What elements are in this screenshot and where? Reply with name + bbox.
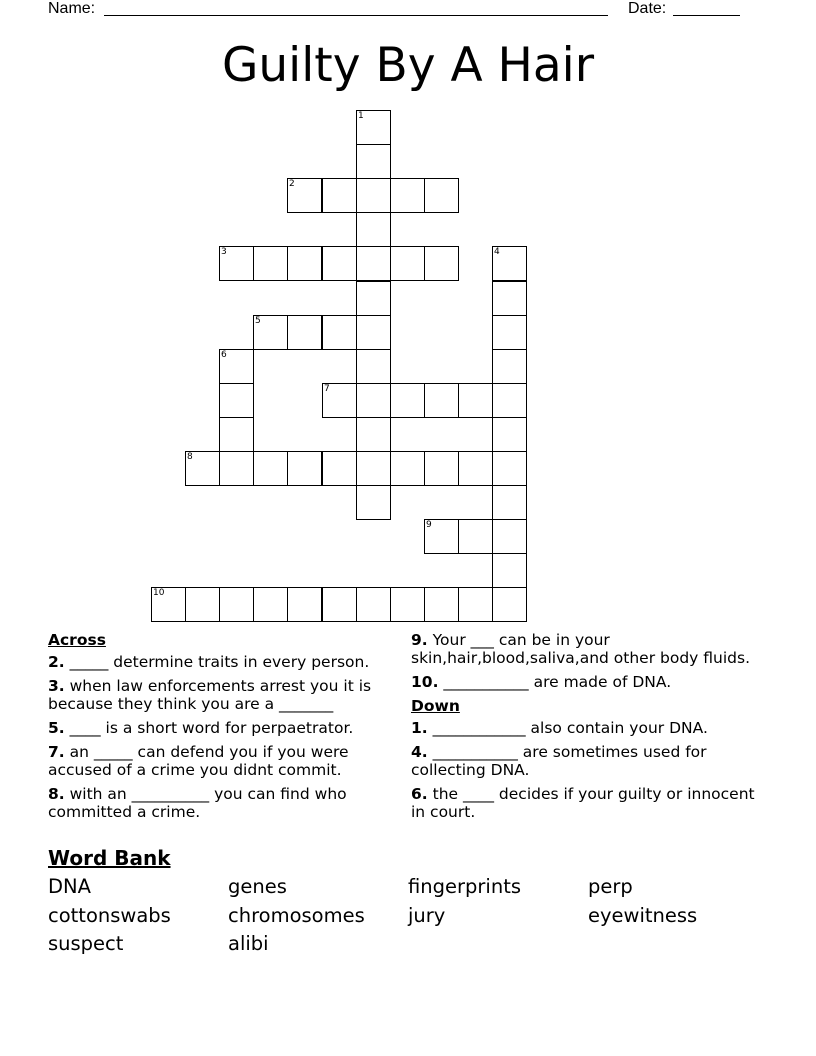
grid-cell[interactable]: [390, 383, 425, 418]
grid-cell[interactable]: [219, 451, 254, 486]
grid-cell[interactable]: [356, 417, 391, 452]
clue-number: 3: [221, 247, 227, 257]
grid-cell[interactable]: [356, 110, 391, 145]
grid-cell[interactable]: [322, 587, 357, 622]
page-title: Guilty By A Hair: [221, 38, 595, 93]
clue-number: 7: [324, 384, 330, 394]
grid-cell[interactable]: [356, 349, 391, 384]
grid-cell[interactable]: [322, 451, 357, 486]
grid-cell[interactable]: [185, 451, 220, 486]
clue-number: 1: [358, 111, 364, 121]
grid-cell[interactable]: [253, 451, 288, 486]
grid-cell[interactable]: [492, 383, 527, 418]
grid-cell[interactable]: [492, 519, 527, 554]
clue-down-4: 4. ___________ are sometimes used for collecting DNA.: [411, 743, 707, 779]
grid-cell[interactable]: [390, 178, 425, 213]
grid-cell[interactable]: [219, 246, 254, 281]
clue-across-10: 10. ___________ are made of DNA.: [411, 673, 672, 691]
grid-cell[interactable]: [287, 315, 322, 350]
grid-cell[interactable]: [322, 178, 357, 213]
grid-cell[interactable]: [424, 451, 459, 486]
clue-across-3: 3. when law enforcements arrest you it is because they think you are a _______: [48, 677, 372, 713]
grid-cell[interactable]: [492, 349, 527, 384]
clue-number: 2: [289, 179, 295, 189]
grid-cell[interactable]: [458, 587, 493, 622]
clue-across-5: 5. ____ is a short word for perpaetrator.: [48, 719, 354, 737]
grid-cell[interactable]: [253, 587, 288, 622]
grid-cell[interactable]: [424, 519, 459, 554]
clue-number: 10: [153, 588, 165, 598]
word-bank-item: genes: [228, 875, 287, 898]
grid-cell[interactable]: [219, 587, 254, 622]
grid-cell[interactable]: [151, 587, 186, 622]
grid-cell[interactable]: [356, 451, 391, 486]
grid-cell[interactable]: [287, 178, 322, 213]
grid-cell[interactable]: [492, 587, 527, 622]
grid-cell[interactable]: [219, 349, 254, 384]
word-bank-item: fingerprints: [408, 875, 522, 898]
grid-cell[interactable]: [219, 383, 254, 418]
word-bank-title: Word Bank: [48, 846, 171, 870]
clue-number: 5: [255, 316, 261, 326]
grid-cell[interactable]: [356, 485, 391, 520]
word-bank-item: chromosomes: [228, 904, 365, 927]
grid-cell[interactable]: [219, 417, 254, 452]
grid-cell[interactable]: [492, 485, 527, 520]
grid-cell[interactable]: [356, 383, 391, 418]
grid-cell[interactable]: [356, 212, 391, 247]
grid-cell[interactable]: [390, 587, 425, 622]
grid-cell[interactable]: [322, 246, 357, 281]
grid-cell[interactable]: [458, 451, 493, 486]
across-clues: [48, 631, 388, 827]
clue-down-6: 6. the ____ decides if your guilty or innocent in court.: [411, 785, 755, 821]
grid-cell[interactable]: [356, 144, 391, 179]
grid-cell[interactable]: [253, 315, 288, 350]
clue-across-2: 2. _____ determine traits in every person.: [48, 653, 370, 671]
right-clues: [411, 631, 756, 827]
grid-cell[interactable]: [287, 587, 322, 622]
grid-cell[interactable]: [492, 246, 527, 281]
clue-across-8: 8. with an __________ you can find who committed a crime.: [48, 785, 347, 821]
clue-down-1: 1. ____________ also contain your DNA.: [411, 719, 708, 737]
clue-number: 6: [221, 350, 227, 360]
grid-cell[interactable]: [458, 383, 493, 418]
grid-cell[interactable]: [287, 246, 322, 281]
clue-across-7: 7. an _____ can defend you if you were accused of a crime you didnt commit.: [48, 743, 349, 779]
grid-cell[interactable]: [356, 281, 391, 316]
grid-cell[interactable]: [287, 451, 322, 486]
across-heading: Across: [48, 631, 106, 649]
grid-cell[interactable]: [356, 587, 391, 622]
grid-cell[interactable]: [492, 417, 527, 452]
clue-number: 9: [426, 520, 432, 530]
word-bank-item: jury: [408, 904, 446, 927]
word-bank-item: suspect: [48, 932, 124, 955]
grid-cell[interactable]: [458, 519, 493, 554]
clue-number: 4: [494, 247, 500, 257]
down-heading: Down: [411, 697, 460, 715]
word-bank-item: perp: [588, 875, 633, 898]
word-bank-item: eyewitness: [588, 904, 698, 927]
word-bank-item: alibi: [228, 932, 269, 955]
grid-cell[interactable]: [390, 451, 425, 486]
word-bank-item: cottonswabs: [48, 904, 171, 927]
clue-number: 8: [187, 452, 193, 462]
grid-cell[interactable]: [322, 383, 357, 418]
grid-cell[interactable]: [356, 178, 391, 213]
grid-cell[interactable]: [390, 246, 425, 281]
grid-cell[interactable]: [424, 178, 459, 213]
grid-cell[interactable]: [492, 553, 527, 588]
grid-cell[interactable]: [356, 246, 391, 281]
word-bank-item: DNA: [48, 875, 91, 898]
name-label: Name:: [48, 0, 96, 17]
grid-cell[interactable]: [424, 383, 459, 418]
grid-cell[interactable]: [356, 315, 391, 350]
grid-cell[interactable]: [253, 246, 288, 281]
grid-cell[interactable]: [322, 315, 357, 350]
grid-cell[interactable]: [185, 587, 220, 622]
grid-cell[interactable]: [424, 587, 459, 622]
clue-across-9: 9. Your ___ can be in your skin,hair,blood,saliva,and other body fluids.: [411, 631, 751, 667]
grid-cell[interactable]: [492, 451, 527, 486]
grid-cell[interactable]: [492, 315, 527, 350]
grid-cell[interactable]: [424, 246, 459, 281]
grid-cell[interactable]: [492, 281, 527, 316]
date-label: Date:: [628, 0, 667, 17]
